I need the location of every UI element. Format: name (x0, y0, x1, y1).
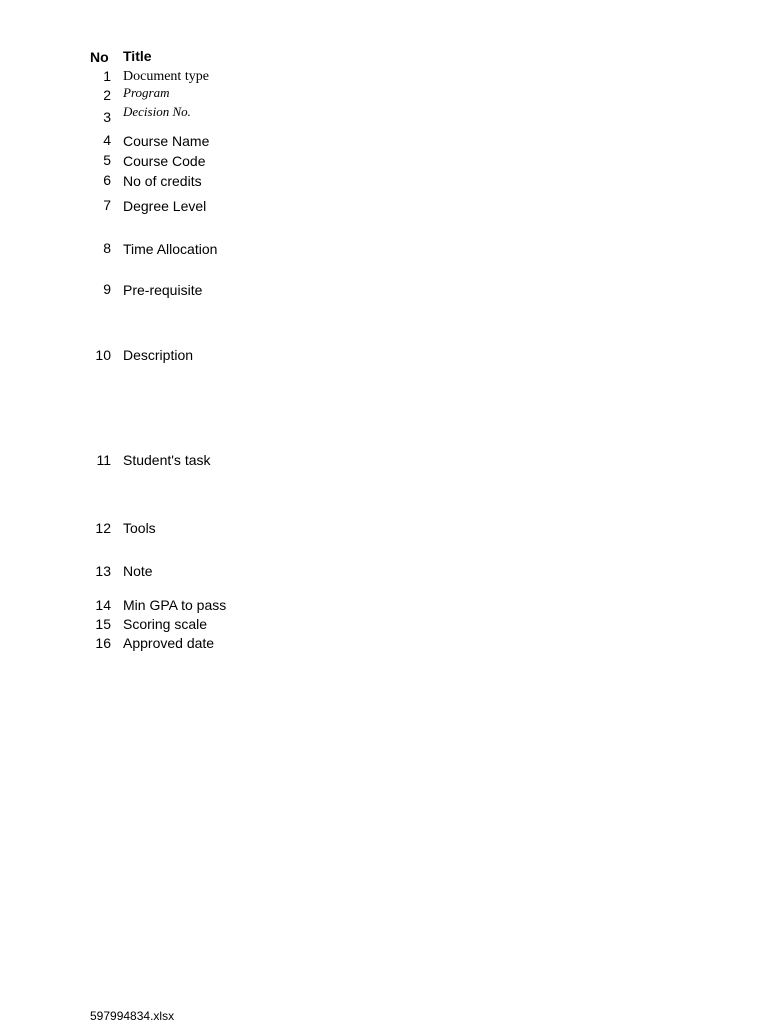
row-title: Scoring scale (123, 616, 208, 632)
row-number: 4 (103, 132, 111, 148)
row-number: 3 (103, 109, 111, 125)
row-title: No of credits (123, 173, 202, 189)
table-row (0, 563, 768, 579)
row-title: Document type (123, 69, 209, 84)
row-number: 12 (95, 520, 111, 536)
table-row (0, 452, 768, 468)
table-row (0, 104, 768, 125)
table-row (0, 87, 768, 103)
row-title: Program (123, 85, 170, 100)
column-header-title: Title (123, 48, 152, 64)
column-header-no: No (90, 49, 109, 65)
row-title: Degree Level (123, 198, 207, 214)
page-footer-filename: 597994834.xlsx (90, 1009, 175, 1023)
table-row (0, 616, 768, 632)
table-row (0, 68, 768, 84)
row-title: Course Code (123, 153, 206, 169)
row-number: 9 (103, 281, 111, 297)
row-number: 1 (103, 68, 111, 84)
row-number: 11 (96, 452, 111, 468)
table-row (0, 347, 768, 363)
row-title: Min GPA to pass (123, 597, 227, 613)
row-title: Student's task (123, 452, 211, 468)
row-number: 2 (103, 87, 111, 103)
row-number: 13 (95, 563, 111, 579)
row-title: Time Allocation (123, 241, 218, 257)
row-number: 10 (95, 347, 111, 363)
table-row (0, 132, 768, 148)
row-number: 15 (95, 616, 111, 632)
row-number: 14 (95, 597, 111, 613)
table-row (0, 152, 768, 168)
row-title: Decision No. (123, 104, 191, 119)
row-title: Pre-requisite (123, 282, 203, 298)
table-row (0, 635, 768, 651)
row-number: 8 (103, 240, 111, 256)
row-number: 5 (103, 152, 111, 168)
table-row (0, 281, 768, 297)
row-title: Description (123, 347, 194, 363)
row-number: 16 (95, 635, 111, 651)
row-title: Note (123, 563, 153, 579)
table-row (0, 172, 768, 188)
table-row (0, 197, 768, 213)
row-title: Tools (123, 520, 156, 536)
row-number: 6 (103, 172, 111, 188)
row-number: 7 (103, 197, 111, 213)
table-row (0, 240, 768, 256)
table-row (0, 597, 768, 613)
row-title: Course Name (123, 133, 210, 149)
table-row (0, 520, 768, 536)
row-title: Approved date (123, 635, 215, 651)
